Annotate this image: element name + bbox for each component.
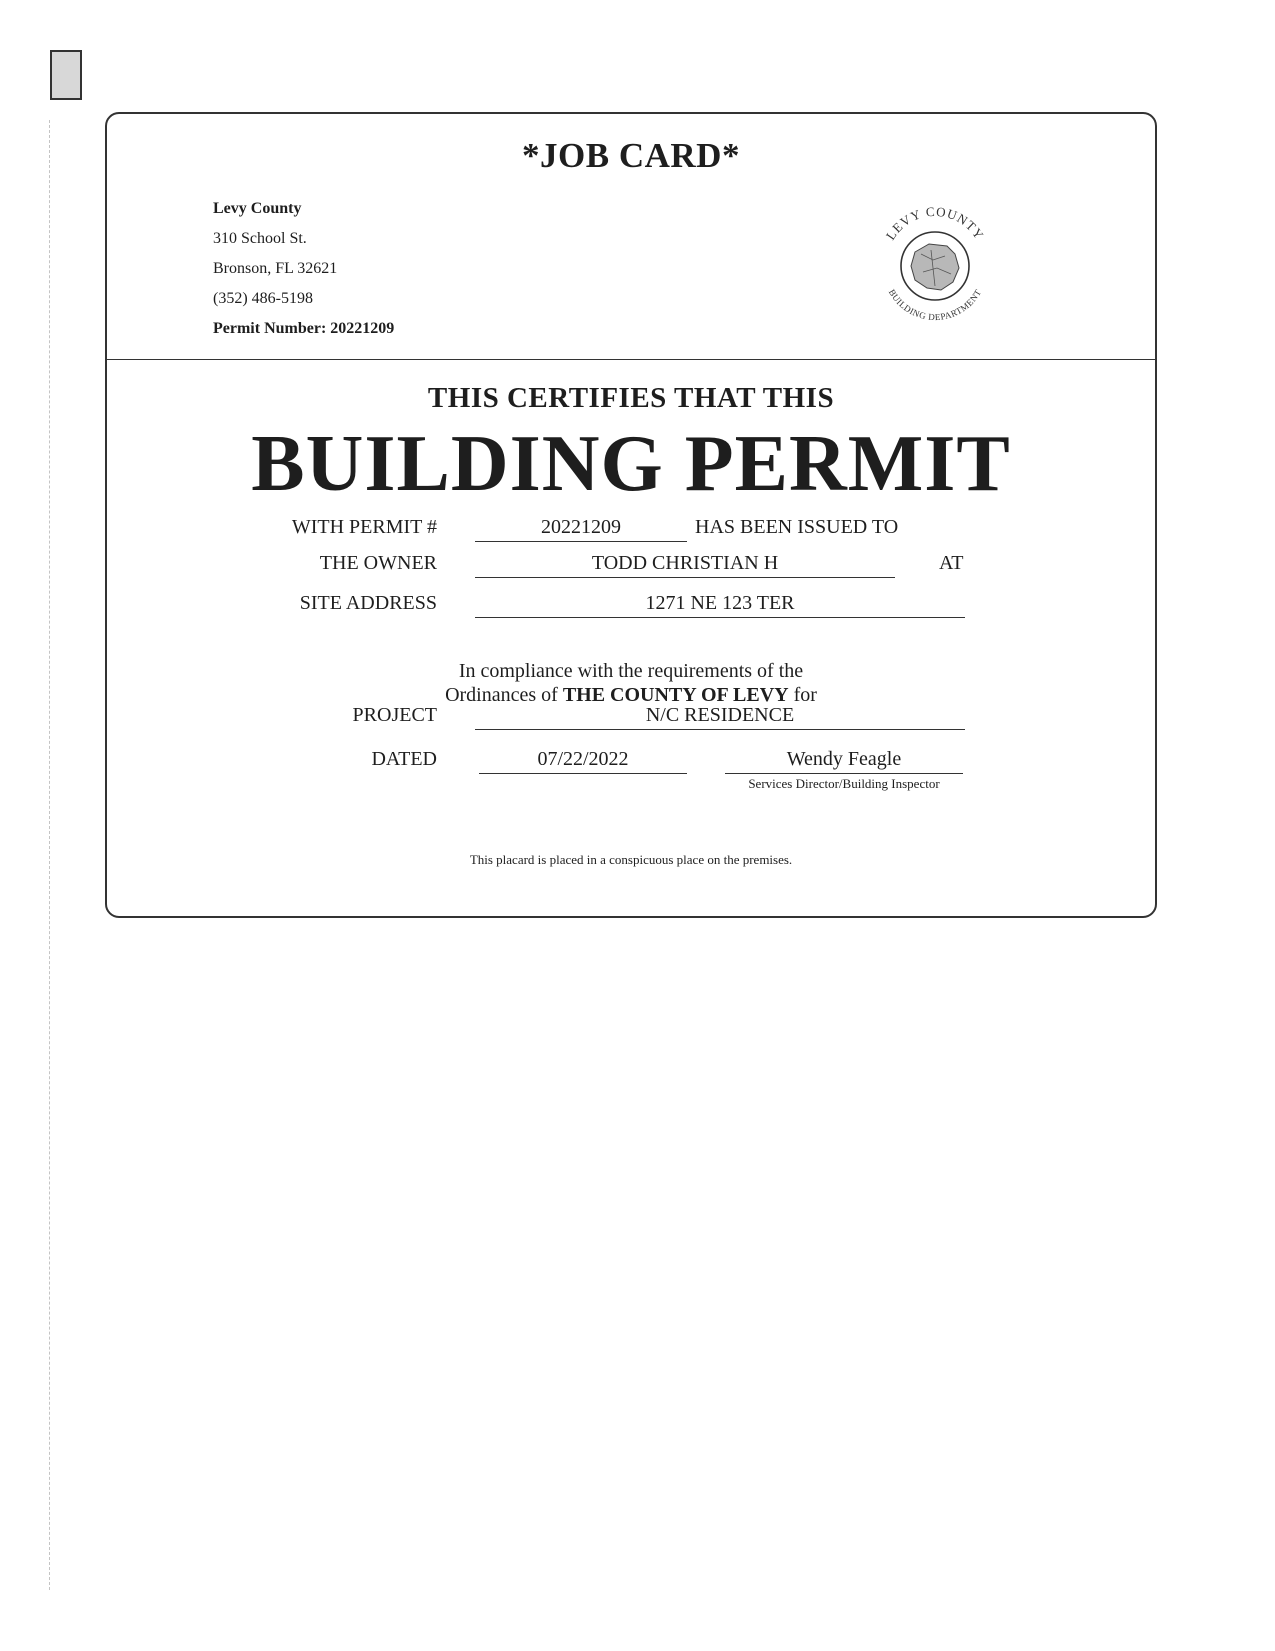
- compliance-county: THE COUNTY OF LEVY: [562, 684, 789, 706]
- permit-number-value: 20221209: [475, 516, 687, 542]
- dated-label: DATED: [371, 748, 437, 770]
- at-text: AT: [939, 552, 964, 574]
- svg-text:LEVY COUNTY: [883, 204, 987, 243]
- job-card: [105, 112, 1157, 918]
- date-value: 07/22/2022: [479, 748, 687, 774]
- owner-name: TODD CHRISTIAN H: [475, 552, 895, 578]
- project-label: PROJECT: [352, 704, 437, 726]
- card-divider: [107, 359, 1155, 360]
- issued-to-text: HAS BEEN ISSUED TO: [695, 516, 899, 538]
- agency-name: Levy County: [213, 200, 302, 217]
- compliance-prefix: Ordinances of: [445, 684, 558, 706]
- signatory-title: Services Director/Building Inspector: [748, 776, 940, 791]
- svg-text:BUILDING DEPARTMENT: [887, 287, 983, 322]
- compliance-line-1: In compliance with the requirements of the: [458, 660, 804, 682]
- county-seal-icon: [865, 194, 1005, 334]
- owner-label: THE OWNER: [319, 552, 437, 574]
- compliance-statement: [107, 659, 1155, 707]
- agency-phone: (352) 486-5198: [213, 290, 313, 307]
- agency-street: 310 School St.: [213, 230, 307, 247]
- seal-top-text: LEVY COUNTY: [882, 203, 988, 243]
- seal-bottom-text: BUILDING DEPARTMENT: [886, 287, 984, 323]
- job-card-title: *JOB CARD*: [522, 136, 740, 175]
- site-address-value: 1271 NE 123 TER: [475, 592, 965, 618]
- scan-edge-line: [49, 120, 50, 1590]
- scan-corner-marker: [50, 50, 82, 100]
- certifies-line: THIS CERTIFIES THAT THIS: [427, 382, 835, 414]
- placard-note: This placard is placed in a conspicuous place on the premises.: [469, 852, 793, 867]
- permit-headline: BUILDING PERMIT: [251, 420, 1011, 508]
- signatory-name: Wendy Feagle: [725, 748, 963, 774]
- permit-number-label: WITH PERMIT #: [291, 516, 437, 538]
- agency-block: [213, 194, 394, 344]
- site-address-label: SITE ADDRESS: [299, 592, 437, 614]
- agency-city: Bronson, FL 32621: [213, 260, 338, 277]
- compliance-suffix: for: [793, 684, 817, 706]
- project-value: N/C RESIDENCE: [475, 704, 965, 730]
- agency-permit-number: Permit Number: 20221209: [213, 320, 395, 337]
